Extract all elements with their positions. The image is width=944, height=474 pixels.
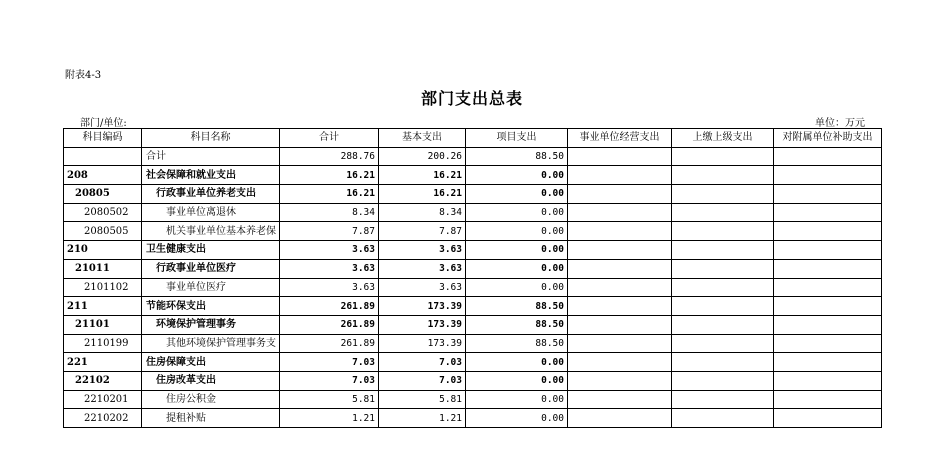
cell-total: 8.34 — [280, 203, 379, 222]
cell-subsidy — [774, 241, 882, 260]
cell-code: 210 — [64, 241, 142, 260]
cell-name: 卫生健康支出 — [142, 241, 280, 260]
table-row — [64, 390, 882, 409]
cell-subsidy — [774, 334, 882, 353]
cell-code — [64, 147, 142, 166]
expenditure-table — [63, 128, 882, 428]
cell-project: 88.50 — [466, 334, 568, 353]
cell-code: 211 — [64, 297, 142, 316]
cell-upper — [672, 371, 774, 390]
cell-project: 0.00 — [466, 259, 568, 278]
cell-name: 环境保护管理事务 — [142, 315, 280, 334]
page-title: 部门支出总表 — [420, 89, 523, 108]
cell-basic: 200.26 — [379, 147, 466, 166]
cell-upper — [672, 185, 774, 204]
cell-project: 0.00 — [466, 390, 568, 409]
cell-basic: 7.03 — [379, 371, 466, 390]
table-body — [64, 147, 882, 427]
cell-basic: 1.21 — [379, 409, 466, 428]
cell-project: 0.00 — [466, 371, 568, 390]
cell-upper — [672, 259, 774, 278]
cell-business — [568, 353, 672, 372]
cell-code: 221 — [64, 353, 142, 372]
cell-business — [568, 409, 672, 428]
cell-code: 2110199 — [64, 334, 142, 353]
table-note: 附表4-3 — [65, 70, 102, 81]
cell-basic: 3.63 — [379, 259, 466, 278]
cell-business — [568, 259, 672, 278]
cell-business — [568, 166, 672, 185]
cell-basic: 173.39 — [379, 334, 466, 353]
cell-business — [568, 297, 672, 316]
table-row — [64, 353, 882, 372]
cell-total: 7.87 — [280, 222, 379, 241]
cell-project: 0.00 — [466, 203, 568, 222]
cell-total: 261.89 — [280, 334, 379, 353]
table-row — [64, 147, 882, 166]
cell-code: 2210201 — [64, 390, 142, 409]
cell-project: 88.50 — [466, 315, 568, 334]
cell-subsidy — [774, 185, 882, 204]
table-header-row — [64, 129, 882, 148]
col-header-subsidy: 对附属单位补助支出 — [774, 129, 882, 148]
cell-subsidy — [774, 371, 882, 390]
cell-name: 社会保障和就业支出 — [142, 166, 280, 185]
cell-upper — [672, 353, 774, 372]
table-row — [64, 166, 882, 185]
cell-project: 88.50 — [466, 297, 568, 316]
cell-upper — [672, 409, 774, 428]
table-row — [64, 222, 882, 241]
cell-basic: 5.81 — [379, 390, 466, 409]
col-header-basic: 基本支出 — [379, 129, 466, 148]
table-row — [64, 203, 882, 222]
cell-business — [568, 278, 672, 297]
table-row — [64, 185, 882, 204]
cell-upper — [672, 147, 774, 166]
cell-upper — [672, 203, 774, 222]
cell-name: 机关事业单位基本养老保 — [142, 222, 280, 241]
col-header-upper: 上缴上级支出 — [672, 129, 774, 148]
cell-business — [568, 222, 672, 241]
cell-basic: 3.63 — [379, 241, 466, 260]
cell-total: 3.63 — [280, 259, 379, 278]
cell-code: 2080505 — [64, 222, 142, 241]
cell-subsidy — [774, 259, 882, 278]
cell-code: 21101 — [64, 315, 142, 334]
cell-upper — [672, 315, 774, 334]
cell-basic: 16.21 — [379, 166, 466, 185]
table-row — [64, 259, 882, 278]
cell-name: 节能环保支出 — [142, 297, 280, 316]
cell-basic: 173.39 — [379, 297, 466, 316]
cell-project: 0.00 — [466, 241, 568, 260]
cell-code: 21011 — [64, 259, 142, 278]
cell-upper — [672, 278, 774, 297]
cell-subsidy — [774, 315, 882, 334]
cell-basic: 8.34 — [379, 203, 466, 222]
cell-basic: 7.03 — [379, 353, 466, 372]
cell-total: 16.21 — [280, 185, 379, 204]
cell-subsidy — [774, 222, 882, 241]
cell-subsidy — [774, 390, 882, 409]
table-row — [64, 297, 882, 316]
cell-name: 住房改革支出 — [142, 371, 280, 390]
cell-subsidy — [774, 166, 882, 185]
cell-subsidy — [774, 203, 882, 222]
cell-upper — [672, 166, 774, 185]
cell-name: 事业单位医疗 — [142, 278, 280, 297]
cell-basic: 16.21 — [379, 185, 466, 204]
cell-total: 5.81 — [280, 390, 379, 409]
table-row — [64, 315, 882, 334]
cell-name: 合计 — [142, 147, 280, 166]
cell-total: 261.89 — [280, 315, 379, 334]
table-row — [64, 278, 882, 297]
cell-name: 行政事业单位医疗 — [142, 259, 280, 278]
cell-name: 行政事业单位养老支出 — [142, 185, 280, 204]
cell-project: 0.00 — [466, 278, 568, 297]
cell-upper — [672, 334, 774, 353]
cell-code: 2210202 — [64, 409, 142, 428]
table-row — [64, 409, 882, 428]
col-header-name: 科目名称 — [142, 129, 280, 148]
col-header-project: 项目支出 — [466, 129, 568, 148]
unit-label: 单位：万元 — [815, 118, 865, 129]
cell-upper — [672, 222, 774, 241]
col-header-business: 事业单位经营支出 — [568, 129, 672, 148]
cell-project: 88.50 — [466, 147, 568, 166]
cell-code: 2101102 — [64, 278, 142, 297]
cell-total: 288.76 — [280, 147, 379, 166]
cell-business — [568, 147, 672, 166]
cell-name: 提租补贴 — [142, 409, 280, 428]
table-row — [64, 334, 882, 353]
cell-basic: 3.63 — [379, 278, 466, 297]
cell-business — [568, 185, 672, 204]
cell-basic: 173.39 — [379, 315, 466, 334]
cell-business — [568, 241, 672, 260]
cell-name: 住房公积金 — [142, 390, 280, 409]
cell-subsidy — [774, 353, 882, 372]
cell-subsidy — [774, 147, 882, 166]
cell-business — [568, 371, 672, 390]
cell-total: 261.89 — [280, 297, 379, 316]
cell-code: 2080502 — [64, 203, 142, 222]
cell-upper — [672, 390, 774, 409]
cell-subsidy — [774, 297, 882, 316]
cell-name: 住房保障支出 — [142, 353, 280, 372]
cell-upper — [672, 241, 774, 260]
cell-subsidy — [774, 278, 882, 297]
cell-business — [568, 315, 672, 334]
cell-project: 0.00 — [466, 353, 568, 372]
cell-project: 0.00 — [466, 185, 568, 204]
col-header-total: 合计 — [280, 129, 379, 148]
cell-name: 其他环境保护管理事务支 — [142, 334, 280, 353]
cell-total: 7.03 — [280, 353, 379, 372]
cell-business — [568, 203, 672, 222]
cell-project: 0.00 — [466, 409, 568, 428]
table-row — [64, 371, 882, 390]
cell-project: 0.00 — [466, 166, 568, 185]
cell-total: 16.21 — [280, 166, 379, 185]
cell-total: 3.63 — [280, 278, 379, 297]
cell-subsidy — [774, 409, 882, 428]
cell-total: 7.03 — [280, 371, 379, 390]
table-row — [64, 241, 882, 260]
cell-code: 20805 — [64, 185, 142, 204]
department-label: 部门/单位: — [80, 118, 127, 129]
cell-total: 1.21 — [280, 409, 379, 428]
cell-project: 0.00 — [466, 222, 568, 241]
col-header-code: 科目编码 — [64, 129, 142, 148]
cell-business — [568, 334, 672, 353]
cell-code: 22102 — [64, 371, 142, 390]
cell-total: 3.63 — [280, 241, 379, 260]
cell-upper — [672, 297, 774, 316]
cell-name: 事业单位离退休 — [142, 203, 280, 222]
cell-basic: 7.87 — [379, 222, 466, 241]
cell-business — [568, 390, 672, 409]
cell-code: 208 — [64, 166, 142, 185]
